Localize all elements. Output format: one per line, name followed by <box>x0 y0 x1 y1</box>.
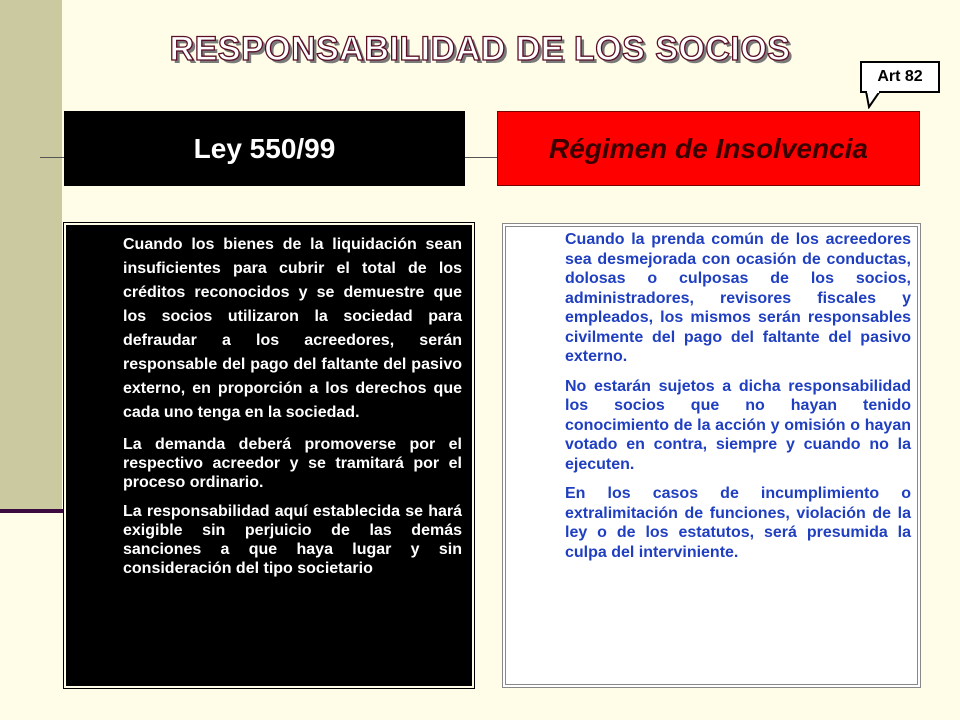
ley-550-paragraph: Cuando los bienes de la liquidación sean insuficientes para cubrir el total de los créditos reconocidos y se demuestre que los socios utilizaron la sociedad para defraudar a los acreedores, serán responsable del pago del faltante del pasivo externo, en proporción a los derechos que cada uno tenga en la sociedad. <box>123 236 462 421</box>
left-decorative-band <box>0 0 62 510</box>
regimen-insolvencia-panel <box>502 223 921 688</box>
article-callout-label: Art 82 <box>860 61 940 93</box>
regimen-paragraph: En los casos de incumplimiento o extralimitación de funciones, violación de la ley o de los estatutos, será presumida la culpa del interviniente. <box>565 485 911 561</box>
connector-line-middle <box>464 157 500 158</box>
article-callout <box>860 61 944 97</box>
ley-550-panel <box>64 223 474 688</box>
callout-pointer-icon <box>864 91 886 109</box>
regimen-paragraph: Cuando la prenda común de los acreedores sea desmejorada con ocasión de conductas, dolosas o culposas de los socios, administradores, revisores fiscales y empleados, los mismos serán responsables civilmente del pago del faltante del pasivo externo. <box>565 231 911 365</box>
ley-550-paragraph: La demanda deberá promoverse por el respectivo acreedor y se tramitará por el proceso ordinario. <box>123 436 462 491</box>
regimen-insolvencia-header: Régimen de Insolvencia <box>497 111 920 186</box>
band-divider-line <box>0 509 64 513</box>
slide-title: RESPONSABILIDAD DE LOS SOCIOS <box>169 30 791 68</box>
ley-550-header: Ley 550/99 <box>64 111 465 186</box>
regimen-paragraph: No estarán sujetos a dicha responsabilidad los socios que no hayan tenido conocimiento de la acción y omisión o hayan votado en contra, siempre y cuando no la ejecuten. <box>565 377 911 473</box>
ley-550-paragraph: La responsabilidad aquí establecida se hará exigible sin perjuicio de las demás sanciones a que haya lugar y sin consideración del tipo societario <box>123 503 462 577</box>
